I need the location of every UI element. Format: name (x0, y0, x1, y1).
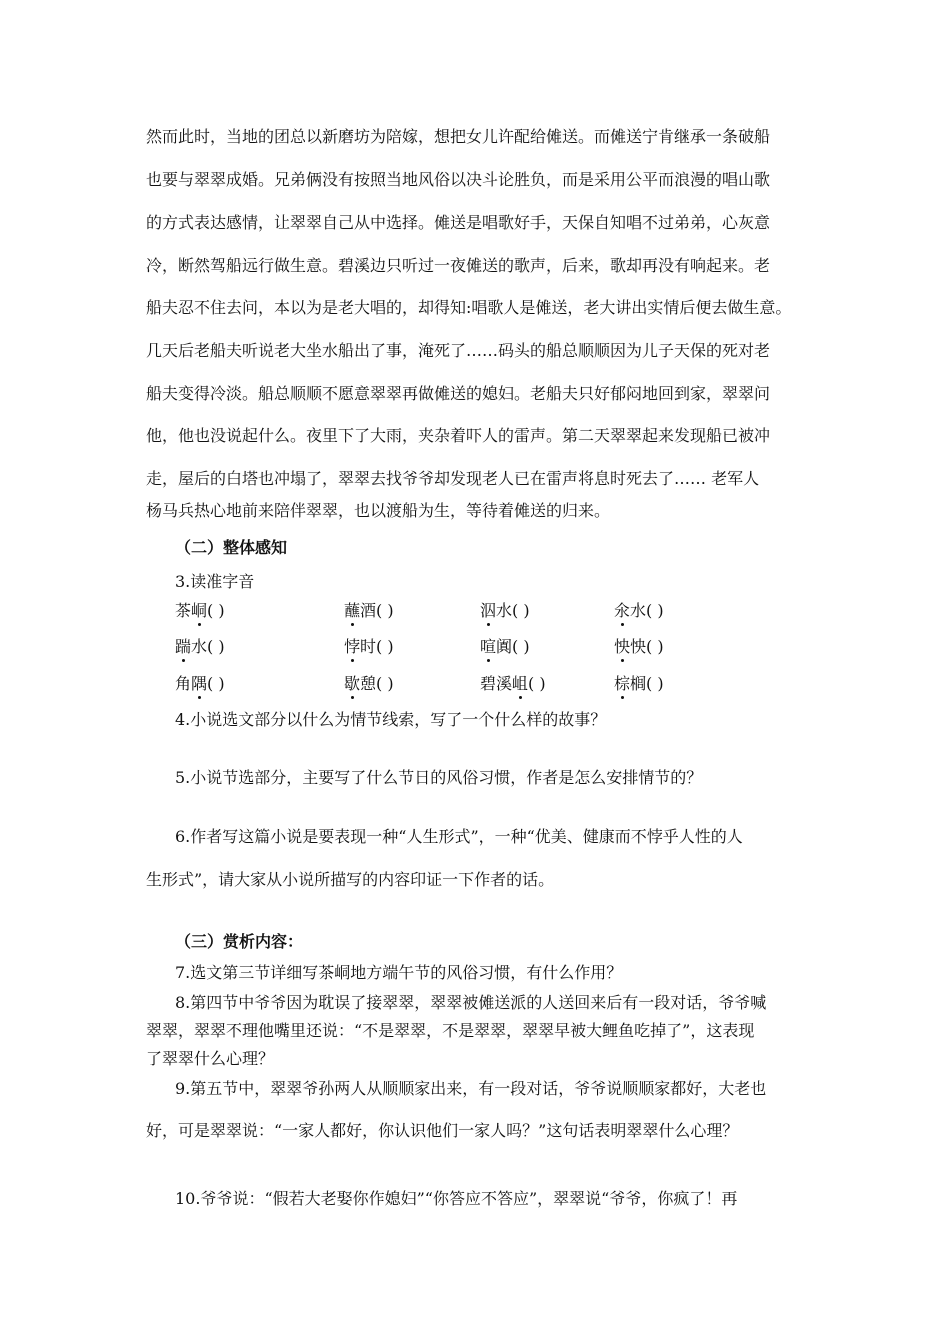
vocab-item: 棕榈( ) (614, 674, 664, 693)
paragraph-line-4: 冷，断然驾船远行做生意。碧溪边只听过一夜傩送的歌声，后来，歌却再没有响起来。老 (146, 256, 771, 275)
vocab-item: 氽水( ) (614, 601, 664, 620)
question-8-line-2: 翠翠，翠翠不理他嘴里还说：“不是翠翠，不是翠翠，翠翠早被大鲤鱼吃掉了”，这表现 (146, 1021, 755, 1040)
paragraph-line-2: 也要与翠翠成婚。兄弟俩没有按照当地风俗以决斗论胜负，而是采用公平而浪漫的唱山歌 (146, 170, 771, 189)
paragraph-line-7: 船夫变得冷淡。船总顺顺不愿意翠翠再做傩送的媳妇。老船夫只好郁闷地回到家，翠翠问 (146, 384, 771, 403)
vocab-item: 泅水( ) (480, 601, 530, 620)
question-5: 5.小说节选部分，主要写了什么节日的风俗习惯，作者是怎么安排情节的？ (175, 768, 703, 787)
question-9-line-1: 9.第五节中，翠翠爷孙两人从顺顺家出来，有一段对话，爷爷说顺顺家都好，大老也 (175, 1079, 767, 1098)
paragraph-line-5: 船夫忍不住去问，本以为是老大唱的，却得知:唱歌人是傩送，老大讲出实情后便去做生意。 (146, 298, 792, 317)
vocab-item: 蘸酒( ) (344, 601, 394, 620)
section-heading-appreciation: （三）赏析内容： (175, 932, 304, 951)
question-4: 4.小说选文部分以什么为情节线索，写了一个什么样的故事？ (175, 710, 607, 729)
question-9-line-2: 好，可是翠翠说：“一家人都好，你认识他们一家人吗？”这句话表明翠翠什么心理？ (146, 1121, 739, 1140)
question-7: 7.选文第三节详细写茶峒地方端午节的风俗习惯，有什么作用？ (175, 963, 623, 982)
vocab-item: 悖时( ) (344, 637, 394, 656)
paragraph-line-3: 的方式表达感情，让翠翠自己从中选择。傩送是唱歌好手，天保自知唱不过弟弟，心灰意 (146, 213, 771, 232)
vocab-item: 歇憩( ) (344, 674, 394, 693)
question-8-line-3: 了翠翠什么心理？ (146, 1049, 275, 1068)
vocab-item: 茶峒( ) (175, 601, 225, 620)
question-3: 3.读准字音 (175, 572, 255, 591)
paragraph-line-1: 然而此时，当地的团总以新磨坊为陪嫁，想把女儿许配给傩送。而傩送宁肯继承一条破船 (146, 127, 771, 146)
paragraph-line-6: 几天后老船夫听说老大坐水船出了事，淹死了……码头的船总顺顺因为儿子天保的死对老 (146, 341, 771, 360)
paragraph-line-8: 他，他也没说起什么。夜里下了大雨，夹杂着吓人的雷声。第二天翠翠起来发现船已被冲 (146, 426, 771, 445)
paragraph-line-9: 走，屋后的白塔也冲塌了，翠翠去找爷爷却发现老人已在雷声将息时死去了…… 老军人 (146, 469, 760, 488)
vocab-item: 踹水( ) (175, 637, 225, 656)
vocab-item: 怏怏( ) (614, 637, 664, 656)
question-6-line-2: 生形式”，请大家从小说所描写的内容印证一下作者的话。 (146, 870, 555, 889)
section-heading-overall: （二）整体感知 (175, 538, 288, 557)
question-6-line-1: 6.作者写这篇小说是要表现一种“人生形式”，一种“优美、健康而不悖乎人性的人 (175, 827, 743, 846)
vocab-item: 喧阗( ) (480, 637, 530, 656)
question-8-line-1: 8.第四节中爷爷因为耽误了接翠翠，翠翠被傩送派的人送回来后有一段对话，爷爷喊 (175, 993, 767, 1012)
vocab-item: 碧溪岨( ) (480, 674, 546, 693)
question-10-line-1: 10.爷爷说：“假若大老娶你作媳妇”“你答应不答应”，翠翠说“爷爷，你疯了！再 (175, 1189, 738, 1208)
vocab-item: 角隅( ) (175, 674, 225, 693)
paragraph-line-10: 杨马兵热心地前来陪伴翠翠，也以渡船为生，等待着傩送的归来。 (146, 501, 611, 520)
